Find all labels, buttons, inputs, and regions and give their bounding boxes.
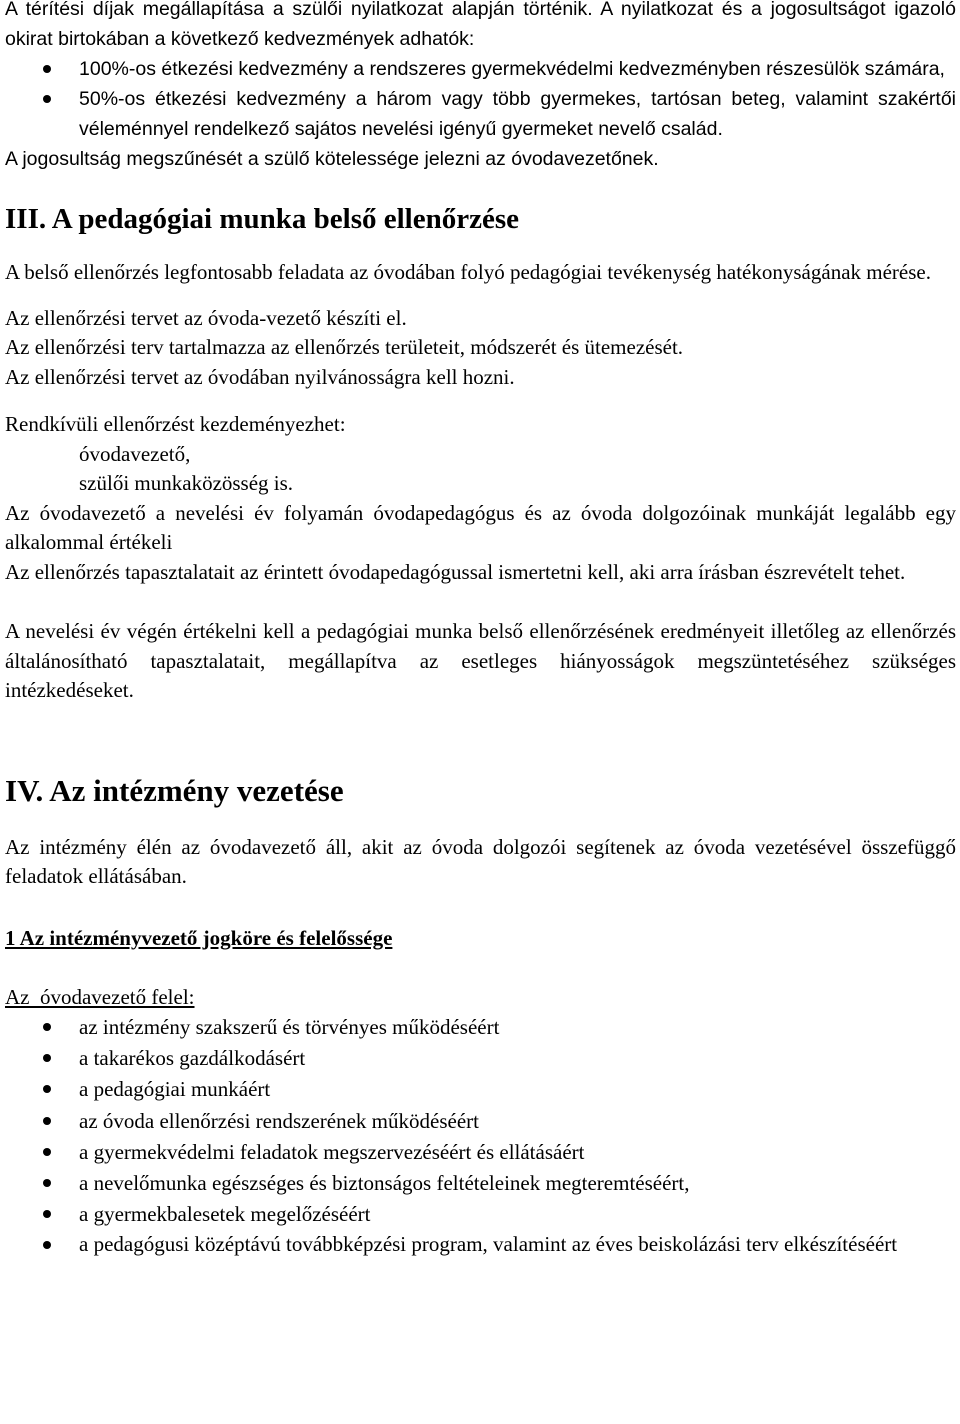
list-item xyxy=(5,84,956,144)
bullet-icon xyxy=(43,1179,51,1187)
list-item xyxy=(5,1199,956,1230)
paragraph: A belső ellenőrzés legfontosabb feladata az óvodában folyó pedagógiai tevékenység hatékonyságának mérése. xyxy=(5,260,931,284)
list-item xyxy=(5,54,956,84)
list-item-text: a pedagógusi középtávú továbbképzési program, valamint az éves beiskolázási terv elkészítéséért xyxy=(79,1232,898,1257)
intro-closing: A jogosultság megszűnését a szülő kötelessége jelezni az óvodavezetőnek. xyxy=(5,148,659,170)
list-item xyxy=(5,1168,956,1199)
list-item xyxy=(5,1043,956,1074)
list-item xyxy=(5,1106,956,1137)
paragraph: A nevelési év végén értékelni kell a pedagógiai munka belső ellenőrzésének eredményeit illetőleg az ellenőrzés általánosítható tapasztalatait, megállapítva az esetleges hiányosságok megszüntetéséhez szükséges intézkedéseket. xyxy=(5,619,956,702)
plan-line: Az ellenőrzési terv tartalmazza az ellenőrzés területeit, módszerét és ütemezését. xyxy=(5,335,684,359)
paragraph: Az ellenőrzés tapasztalatait az érintett óvodapedagógussal ismertetni kell, aki arra írásban észrevételt tehet. xyxy=(5,559,906,584)
section-heading-iii: III. A pedagógiai munka belső ellenőrzése xyxy=(5,203,519,235)
subsection-heading: 1 Az intézményvezető jogköre és felelőssége xyxy=(5,925,393,950)
bullet-icon xyxy=(43,95,51,103)
responsibility-list xyxy=(5,1012,956,1259)
list-item xyxy=(5,1230,956,1259)
bullet-icon xyxy=(43,1117,51,1125)
bullet-icon xyxy=(43,1085,51,1093)
bullet-icon xyxy=(43,1023,51,1031)
plan-line: Az ellenőrzési tervet az óvoda-vezető készíti el. xyxy=(5,305,407,330)
list-item-text: 100%-os étkezési kedvezmény a rendszeres gyermekvédelmi kedvezményben részesülök számára, xyxy=(79,58,945,80)
list-item-text: az óvoda ellenőrzési rendszerének működéséért xyxy=(79,1108,479,1133)
list-item-text: 50%-os étkezési kedvezmény a három vagy több gyermekes, tartósan beteg, valamint szakértői véleménnyel rendelkező sajátos nevelési igényű gyermeket nevelő család. xyxy=(79,88,956,140)
list-item-text: a gyermekvédelmi feladatok megszervezéséért és ellátásáért xyxy=(79,1139,585,1164)
extra-check-item: óvodavezető, xyxy=(79,441,191,466)
intro-paragraph: A térítési díjak megállapítása a szülői nyilatkozat alapján történik. A nyilatkozat és a jogosultságot igazoló okirat birtokában a következő kedvezmények adhatók: xyxy=(5,0,956,50)
list-item xyxy=(5,1012,956,1043)
bullet-icon xyxy=(43,1148,51,1156)
plan-line: Az ellenőrzési tervet az óvodában nyilvánosságra kell hozni. xyxy=(5,364,515,389)
paragraph: Az óvodavezető a nevelési év folyamán óvodapedagógus és az óvoda dolgozóinak munkáját legalább egy alkalommal értékeli xyxy=(5,500,956,554)
list-item-text: a gyermekbalesetek megelőzéséért xyxy=(79,1202,371,1227)
extra-check-item: szülői munkaközösség is. xyxy=(79,471,294,495)
responsibility-label: Az óvodavezető felel: xyxy=(5,984,195,1009)
list-item-text: a pedagógiai munkáért xyxy=(79,1077,271,1102)
extra-check-intro: Rendkívüli ellenőrzést kezdeményezhet: xyxy=(5,412,346,436)
bullet-icon xyxy=(43,1210,51,1218)
list-item xyxy=(5,1074,956,1105)
document-page xyxy=(5,0,956,1259)
bullet-icon xyxy=(43,1241,51,1249)
bullet-icon xyxy=(43,65,51,73)
section-heading-iv: IV. Az intézmény vezetése xyxy=(5,772,344,808)
bullet-icon xyxy=(43,1054,51,1062)
list-item-text: az intézmény szakszerű és törvényes működéséért xyxy=(79,1015,500,1039)
discount-list xyxy=(5,54,956,144)
list-item-text: a takarékos gazdálkodásért xyxy=(79,1046,306,1071)
paragraph: Az intézmény élén az óvodavezető áll, akit az óvoda dolgozói segítenek az óvoda vezetésével összefüggő feladatok ellátásában. xyxy=(5,834,956,888)
list-item-text: a nevelőmunka egészséges és biztonságos feltételeinek megteremtéséért, xyxy=(79,1171,690,1196)
list-item xyxy=(5,1137,956,1168)
